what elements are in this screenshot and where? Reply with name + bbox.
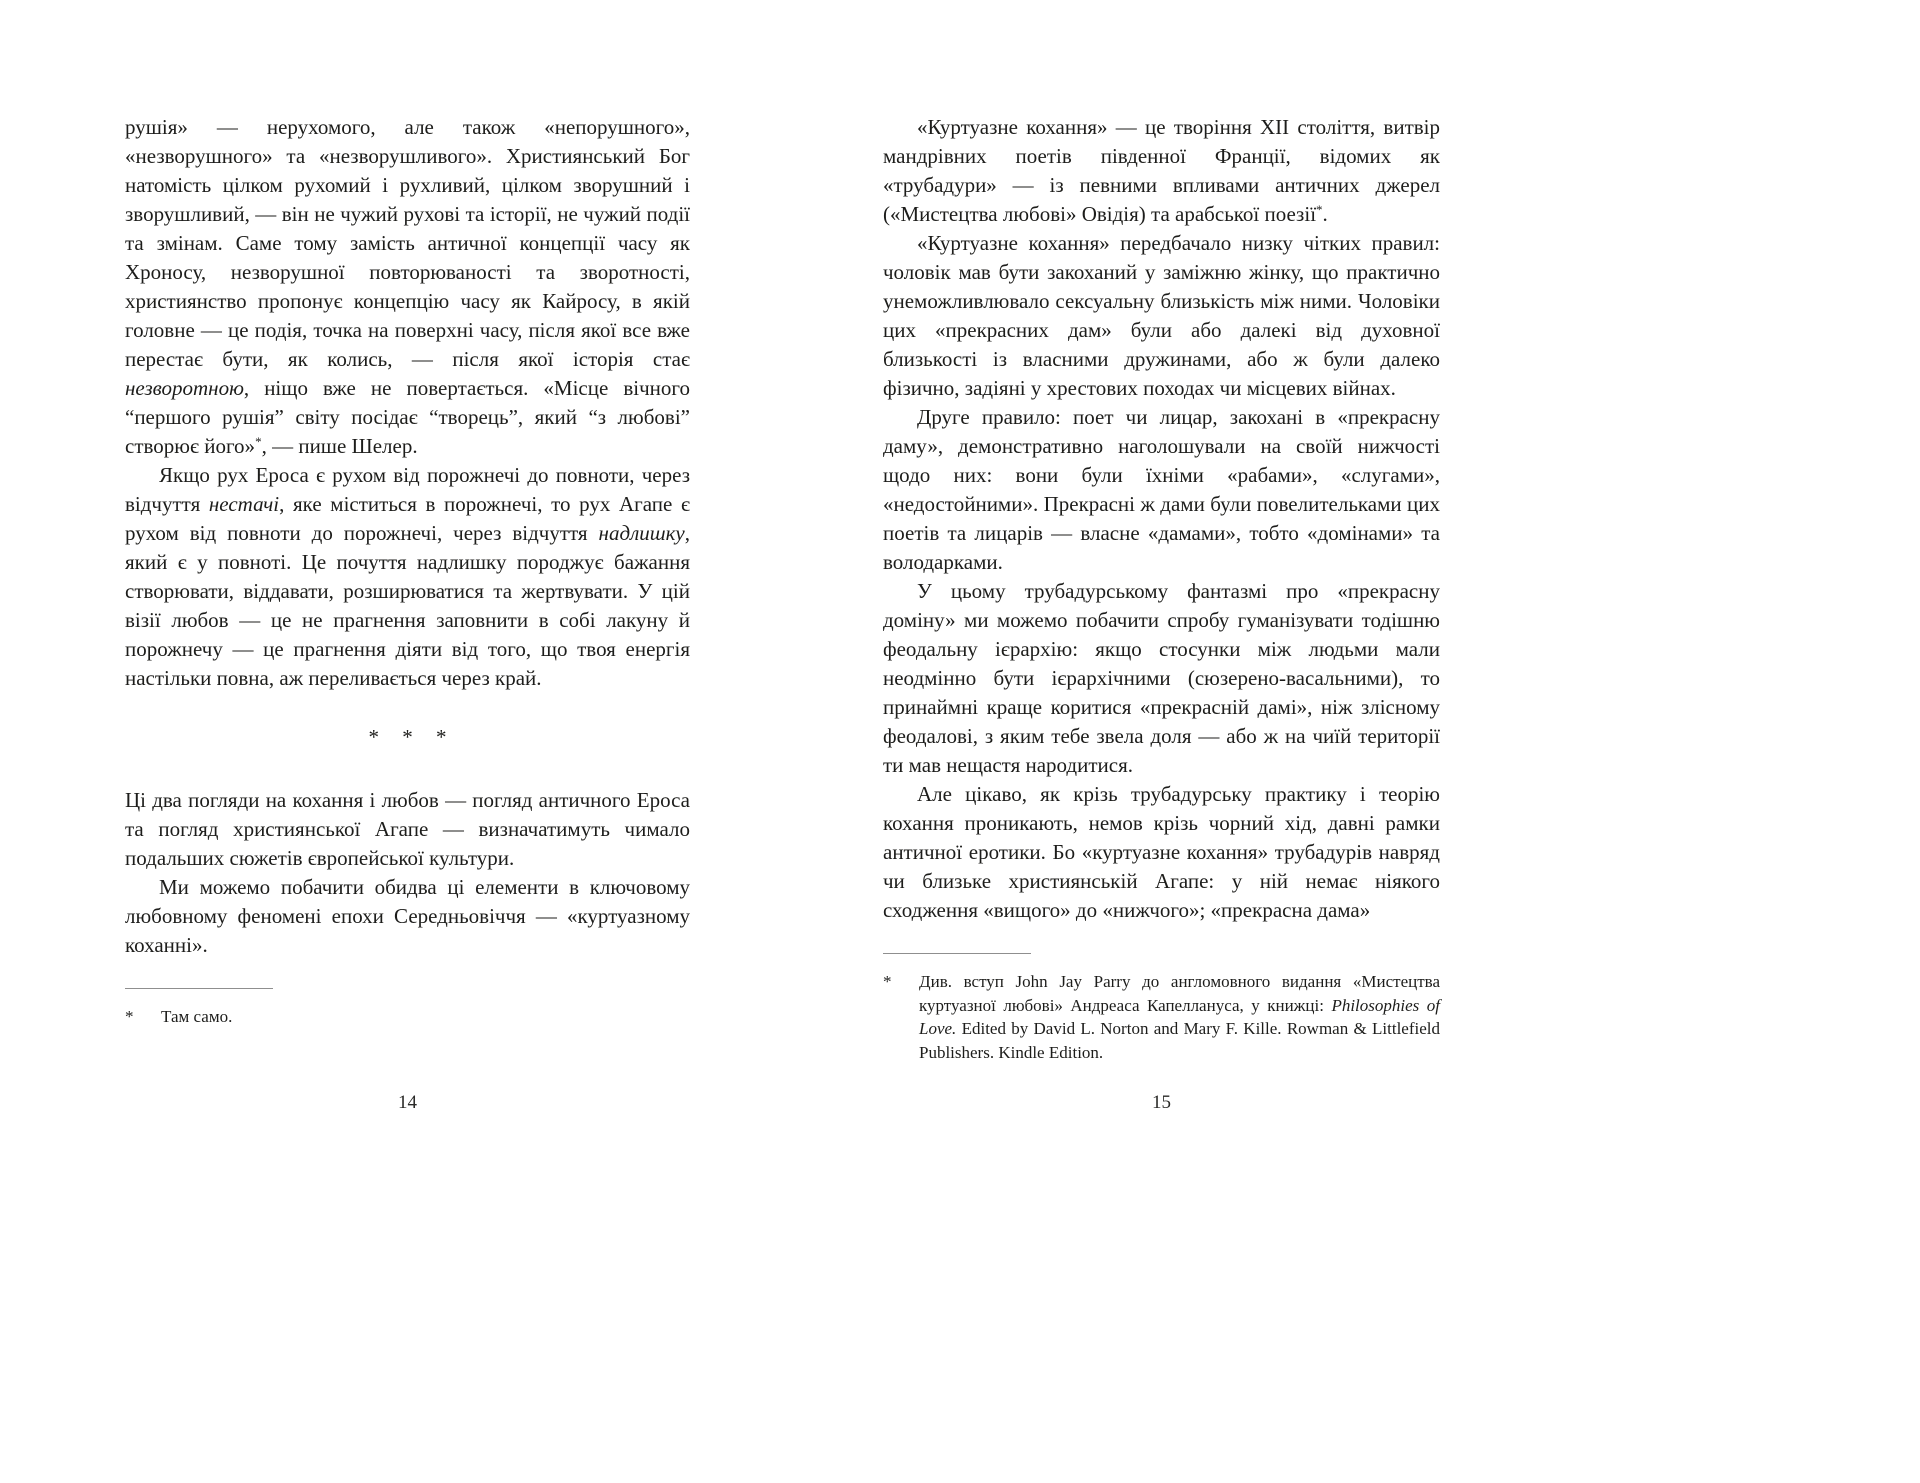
page-number: 15 bbox=[1152, 1092, 1171, 1113]
footnote bbox=[125, 1005, 690, 1029]
paragraph bbox=[883, 113, 1440, 229]
text-segment: У цьому трубадурському фантазмі про «прекрасну доміну» ми можемо побачити спробу гуманізувати тодішню феодальну ієрархію: якщо стосунки між людьми мали неодмінно бути ієрархічними (сюзерено-васальними), то принаймні краще коритися «прекрасній дамі», ніж злісному феодалові, з яким тебе звела доля — або ж на чиїй території ти мав нещастя народитися. bbox=[883, 579, 1440, 777]
page-number: 14 bbox=[398, 1092, 417, 1113]
text-segment: . bbox=[1322, 202, 1328, 226]
footnote-marker: * bbox=[883, 972, 892, 991]
text-segment: «Куртуазне кохання» — це творіння XII століття, витвір мандрівних поетів південної Франції, відомих як «трубадури» — із певними впливами античних джерел («Мистецтва любові» Овідія) та арабської поезії bbox=[883, 115, 1440, 226]
text-segment: Друге правило: поет чи лицар, закохані в «прекрасну даму», демонстративно наголошували на своїй нижчості щодо них: вони були їхніми «рабами», «слугами», «недостойними». Прекрасні ж дами були повелительками цих поетів та лицарів — власне «дамами», тобто «домінами» та володарками. bbox=[883, 405, 1440, 574]
footnote bbox=[883, 970, 1440, 1064]
text-segment: Ми можемо побачити обидва ці елементи в ключовому любовному феномені епохи Середньовіччя — «куртуазному коханні». bbox=[125, 875, 690, 957]
text-segment: Там само. bbox=[161, 1007, 233, 1026]
text-segment: , який є у повноті. Це почуття надлишку породжує бажання створювати, віддавати, розширюватися та жертвувати. У цій візії любов — це не прагнення заповнити в собі лакуну й порожнечу — це прагнення діяти від того, що твоя енергія настільки повна, аж переливається через край. bbox=[125, 521, 690, 690]
text-segment: надлишку bbox=[598, 521, 685, 545]
footnote-text bbox=[161, 1005, 690, 1029]
footnote-block bbox=[125, 988, 690, 1029]
text-segment: незворотною bbox=[125, 376, 244, 400]
footnote-block bbox=[883, 953, 1440, 1064]
text-segment: Але цікаво, як крізь трубадурську практику і теорію кохання проникають, немов крізь чорний хід, давні рамки античної еротики. Бо «куртуазне кохання» трубадурів навряд чи близьке християнській Агапе: у ній немає ніякого сходження «вищого» до «нижчого»; «прекрасна дама» bbox=[883, 782, 1440, 922]
section-separator: * * * bbox=[368, 725, 456, 749]
page-left bbox=[125, 113, 690, 1029]
text-segment: , яке міститься в порожнечі, то рух Агапе є рухом від повноти до порожнечі, через відчуття bbox=[125, 492, 690, 545]
paragraph bbox=[125, 113, 690, 461]
footnote-divider bbox=[125, 988, 273, 989]
paragraph bbox=[883, 229, 1440, 403]
text-segment: рушія» — нерухомого, але також «непорушного», «незворушного» та «незворушливого». Християнський Бог натомість цілком рухомий і рухливий, цілком зворушний і зворушливий, — він не чужий рухові та історії, не чужий події та змінам. Саме тому замість античної концепції часу як Хроносу, незворушної повторюваності та зворотності, християнство пропонує концепцію часу як Кайросу, в якій головне — це подія, точка на поверхні часу, після якої все вже перестає бути, як колись, — після якої історія стає bbox=[125, 115, 690, 371]
paragraph bbox=[883, 577, 1440, 780]
text-segment: , ніщо вже не повертається. «Місце вічного “першого рушія” світу посідає “творець”, який “з любові” створює його» bbox=[125, 376, 690, 458]
paragraph bbox=[883, 780, 1440, 925]
text-segment: * bbox=[1316, 201, 1323, 217]
footnote-divider bbox=[883, 953, 1031, 954]
paragraph bbox=[883, 403, 1440, 577]
text-segment: Ці два погляди на кохання і любов — погляд античного Ероса та погляд християнської Агапе — визначатимуть чимало подальших сюжетів європейської культури. bbox=[125, 788, 690, 870]
page-right bbox=[883, 113, 1440, 1064]
footnote-text bbox=[919, 970, 1440, 1064]
footnote-marker: * bbox=[125, 1007, 134, 1026]
text-segment: Якщо рух Ероса є рухом від порожнечі до повноти, через відчуття bbox=[125, 463, 690, 516]
text-segment: * bbox=[255, 433, 262, 449]
text-segment: Philosophies of Love. bbox=[919, 995, 1440, 1038]
text-segment: «Куртуазне кохання» передбачало низку чітких правил: чоловік мав бути закоханий у заміжню жінку, що практично унеможливлювало сексуальну близькість між ними. Чоловіки цих «прекрасних дам» були або далекі від духовної близькості із власними дружинами, або ж були далеко фізично, задіяні у хрестових походах чи місцевих війнах. bbox=[883, 231, 1440, 400]
paragraph bbox=[125, 873, 690, 960]
text-segment: Див. вступ John Jay Parry до англомовного видання «Мистецтва куртуазної любові» Андреаса Капеллануса, у книжці: bbox=[919, 972, 1440, 1015]
paragraph bbox=[125, 461, 690, 693]
text-segment: нестачі bbox=[208, 492, 280, 516]
paragraph bbox=[125, 786, 690, 873]
text-segment: , — пише Шелер. bbox=[261, 434, 418, 458]
text-segment: Edited by David L. Norton and Mary F. Kille. Rowman & Littlefield Publishers. Kindle Edition. bbox=[919, 1019, 1440, 1062]
